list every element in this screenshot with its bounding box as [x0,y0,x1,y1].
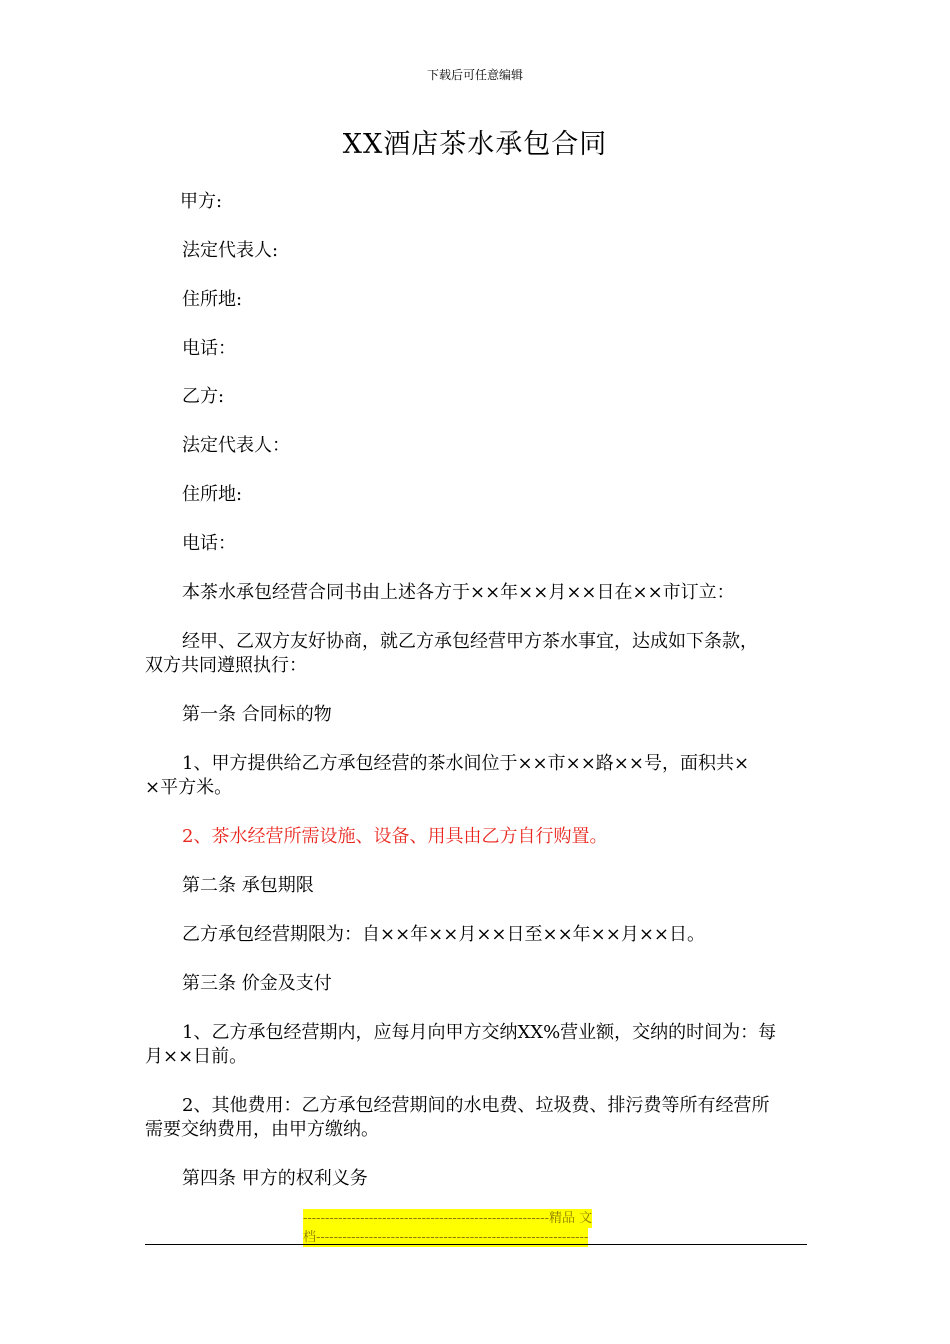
article3-clause1-line2: 月××日前。 [145,1046,248,1067]
article2-clause: 乙方承包经营期限为：自××年××月××日至××年××月××日。 [182,924,705,945]
party-a-legal-rep: 法定代表人: [182,240,279,261]
party-a-phone: 电话： [182,338,236,359]
party-b-phone: 电话： [182,533,236,554]
article1-clause1-line2: ×平方米。 [145,777,233,798]
article1-heading: 第一条 合同标的物 [182,704,332,725]
party-a-label: 甲方: [180,191,223,212]
article3-clause2-line2: 需要交纳费用，由甲方缴纳。 [145,1119,379,1140]
footer-line-1: --------------------------------------------------------精品 文 [303,1211,593,1226]
intro-paragraph: 本茶水承包经营合同书由上述各方于××年××月××日在××市订立： [182,582,735,603]
consensus-line-1: 经甲、乙双方友好协商，就乙方承包经营甲方茶水事宜，达成如下条款， [182,631,758,652]
consensus-line-2: 双方共同遵照执行： [145,655,307,676]
article4-heading: 第四条 甲方的权利义务 [182,1168,368,1189]
article1-clause1-line1: 1、甲方提供给乙方承包经营的茶水间位于××市××路××号，面积共× [182,753,750,774]
party-b-label: 乙方: [182,386,225,407]
article3-clause2-line1: 2、其他费用：乙方承包经营期间的水电费、垃圾费、排污费等所有经营所 [182,1095,770,1116]
footer-rule [145,1244,807,1245]
article1-clause2: 2、茶水经营所需设施、设备、用具由乙方自行购置。 [182,826,608,847]
article2-heading: 第二条 承包期限 [182,875,314,896]
header-note: 下载后可任意编辑 [426,68,523,82]
document-title: XX酒店茶水承包合同 [342,129,608,160]
article3-heading: 第三条 价金及支付 [182,973,332,994]
footer-watermark [303,1209,648,1247]
party-b-legal-rep: 法定代表人： [182,435,290,456]
party-b-address: 住所地: [182,484,243,505]
footer-line-2: 档-------------------------------------------------------------- [303,1230,589,1245]
article3-clause1-line1: 1、乙方承包经营期内，应每月向甲方交纳XX%营业额，交纳的时间为：每 [182,1022,777,1043]
party-a-address: 住所地: [182,289,243,310]
